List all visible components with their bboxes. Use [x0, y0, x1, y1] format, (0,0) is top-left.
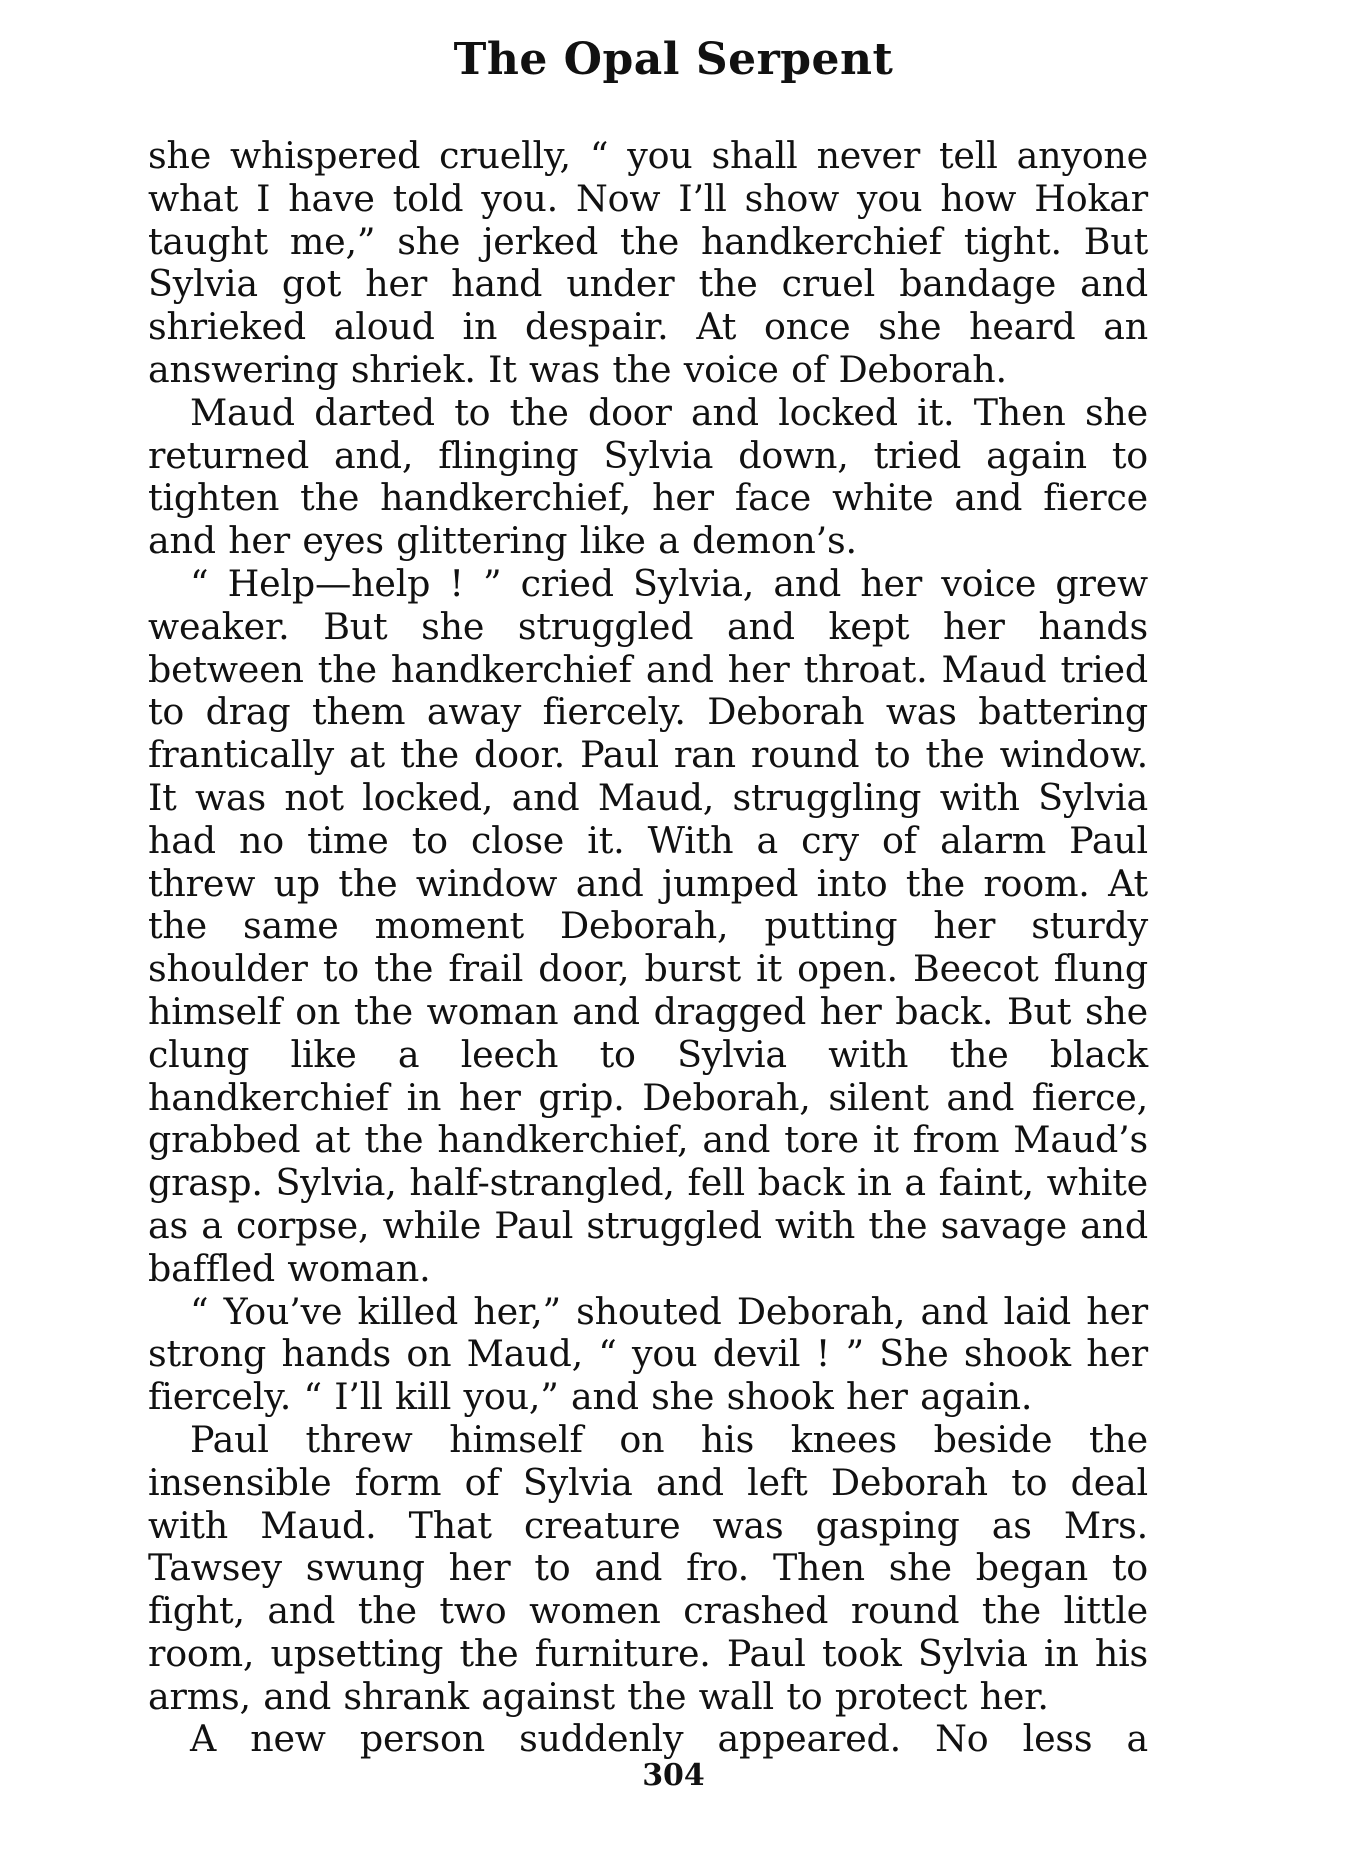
paragraph-2: Maud darted to the door and locked it. Then she returned and, flinging Sylvia down, tried again to tighten the handkerchief, her face white and fierce and her eyes glittering like a demon’s. — [148, 390, 1148, 563]
page-number: 304 — [642, 1758, 705, 1793]
paragraph-6: A new person suddenly appeared. No less a — [190, 1717, 1148, 1761]
paragraph-1: she whispered cruelly, “ you shall never tell anyone what I have told you. Now I’ll show you how Hokar taught me,” she jerked the handkerchief tight. But Sylvia got her hand under the cruel bandage and shrieked aloud in despair. At once she heard an answering shriek. It was the voice of Deborah. — [148, 134, 1148, 391]
paragraph-5: Paul threw himself on his knees beside the insensible form of Sylvia and left Deborah to deal with Maud. That creature was gasping as Mrs. Tawsey swung her to and fro. Then she began to fight, and the two women crashed round the little room, upsetting the furniture. Paul took Sylvia in his arms, and shrank against the wall to protect her. — [148, 1417, 1148, 1718]
body-text — [148, 135, 1148, 1761]
paragraph-3: “ Help—help ! ” cried Sylvia, and her voice grew weaker. But she struggled and kept her hands between the handkerchief and her throat. Maud tried to drag them away fiercely. Deborah was battering frantically at the door. Paul ran round to the window. It was not locked, and Maud, struggling with Sylvia had no time to close it. With a cry of alarm Paul threw up the window and jumped into the room. At the same moment Deborah, putting her sturdy shoulder to the frail door, burst it open. Beecot flung himself on the woman and dragged her back. But she clung like a leech to Sylvia with the black handkerchief in her grip. Deborah, silent and fierce, grabbed at the handkerchief, and tore it from Maud’s grasp. Sylvia, half-strangled, fell back in a faint, white as a corpse, while Paul struggled with the savage and baffled woman. — [148, 561, 1148, 1290]
running-title: The Opal Serpent — [453, 34, 894, 85]
paragraph-4: “ You’ve killed her,” shouted Deborah, and laid her strong hands on Maud, “ you devil ! ” She shook her fiercely. “ I’ll kill you,” and she shook her again. — [148, 1289, 1148, 1419]
